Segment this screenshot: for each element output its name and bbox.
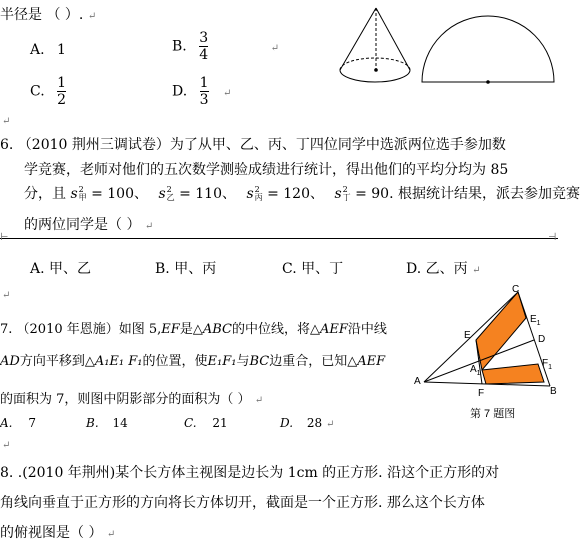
subscript: 乙 [166,193,175,202]
label-c: C [512,284,520,295]
label-a: A [414,376,421,387]
q5-option-b [172,30,279,63]
shaded-lower [482,364,544,384]
return-mark: ↵ [2,290,11,301]
denominator: 2 [57,92,67,108]
text: 方向平移到△ [19,354,95,369]
return-mark: ↵ [106,529,116,540]
q6-line-1: 6. （2010 荆州三调试卷）为了从甲、乙、丙、丁四位同学中选派两位选手参加数 [0,137,506,153]
q7-line-2 [0,350,385,369]
text: 是△ [179,322,203,337]
cone-figure [336,2,556,88]
text: 的两位同学是（ ） [24,217,141,233]
q6-line-3: 分，且 s 2 甲 = 100、 s 2 乙 = 110、 s 2 丙 = 120、 s 2 丁 = 90. 根据统计结果，派去参加竞赛 [24,185,580,202]
q6-option-c: C. 甲、丁 [282,261,344,277]
divider-marker-left: ⊢ [0,232,9,243]
q7-line-1 [0,318,387,337]
denominator: 3 [199,92,209,108]
q5-option-d [172,75,231,108]
text: 与 [236,354,250,369]
q5-stem [0,4,96,24]
q6-option-b: B. 甲、丙 [155,261,217,277]
option-label: D. [172,83,188,100]
q5-option-a [30,42,66,58]
q7-option-c [184,416,228,430]
q8-line-2: 角线向垂直于正方形的方向将长方体切开，截面是一个正方形. 那么这个长方体 [0,495,485,511]
q8-line-3 [0,522,115,542]
variance-bing: = 120 [267,186,310,202]
text: 的俯视图是（ ） [0,525,103,541]
variance-ding: = 90. [355,186,394,202]
q7-figure [412,282,558,422]
return-mark: ↵ [325,419,335,430]
q5-stem-text: 半径是 （ ）. [0,7,84,23]
option-label: C. [30,83,45,100]
seg-e1f1: E₁F₁ [207,354,237,369]
label-e1: $E_1$ [530,314,541,327]
tri-aef: AEF [319,322,348,337]
label-f1: $F_1$ [542,358,553,371]
seg-ad: AD [0,354,20,369]
return-mark: ↵ [270,42,279,54]
text: 沿中线 [347,322,387,337]
label-b: B [550,386,557,397]
q6-option-d [406,258,480,278]
denominator: 4 [199,47,209,63]
option-value: 28 [306,416,323,430]
text: 边重合，已知△ [269,354,358,369]
divider-marker-right: ⊣ [548,232,557,243]
shaded-upper [476,292,526,370]
option-label: C. [184,416,197,430]
option-value: 14 [112,416,128,430]
fraction [200,75,209,108]
option-label: B. [86,416,99,430]
return-mark: ↵ [223,87,232,99]
q6-line-4 [24,214,153,234]
text: 的面积为 7，则图中阴影部分的面积为（ ） [0,392,251,407]
numerator: 1 [57,75,67,91]
label-e: E [464,330,471,341]
q7-options [0,416,36,430]
q7-figure-caption: 第 7 题图 [470,408,516,420]
q6-line-2: 学竞赛，老师对他们的五次数学测验成绩进行统计，得出他们的平均分均为 85 [24,162,509,178]
tri-abc: ABC [202,322,232,337]
text: 分，且 [24,186,66,202]
numerator: 3 [199,30,209,46]
return-mark: ↵ [144,221,154,232]
option-label: A. [30,42,45,58]
q7-option-b [86,416,128,430]
option-label: B. [172,38,187,55]
fraction [199,30,208,63]
subscript: 甲 [78,193,87,202]
return-mark: ↵ [472,265,481,276]
return-mark: ↵ [2,116,11,127]
text: D. 乙、丙 [406,261,468,277]
q7-option-d [280,416,334,430]
tri-aef: AEF [357,354,386,369]
q8-line-1: 8. .(2010 年荆州)某个长方体主视图是边长为 1cm 的正方形. 沿这个正方形的对 [0,465,500,481]
text: 的位置，使 [142,354,208,369]
subscript: 丙 [254,193,263,202]
text: 根据统计结果，派去参加竞赛 [398,186,580,202]
divider [0,238,558,239]
seg-bc: BC [249,354,270,369]
return-mark: ↵ [2,440,11,451]
label-f: F [478,388,485,399]
q6-option-a: A. 甲、乙 [30,261,92,277]
tri-a1e1f1: A₁E₁ F₁ [94,354,143,369]
text: 7. （2010 年恩施）如图 5, [0,322,162,337]
return-mark: ↵ [87,11,97,22]
variance-yi: = 110 [179,186,222,202]
q5-option-c [30,75,66,108]
numerator: 1 [199,75,209,91]
return-mark: ↵ [254,395,264,406]
subscript: 丁 [342,193,351,202]
text: 的中位线，将△ [231,322,320,337]
seg-ef: EF [161,322,180,337]
label-a1: $A_1$ [470,364,481,377]
variance-jia: = 100 [91,186,134,202]
option-a-label: A. [0,416,13,430]
label-d: D [538,334,546,345]
option-value: 1 [57,42,66,58]
option-a-value: 7 [28,416,36,430]
q7-line-3 [0,388,263,407]
fraction [57,75,66,108]
option-label: D. [280,416,294,430]
option-value: 21 [212,416,228,430]
